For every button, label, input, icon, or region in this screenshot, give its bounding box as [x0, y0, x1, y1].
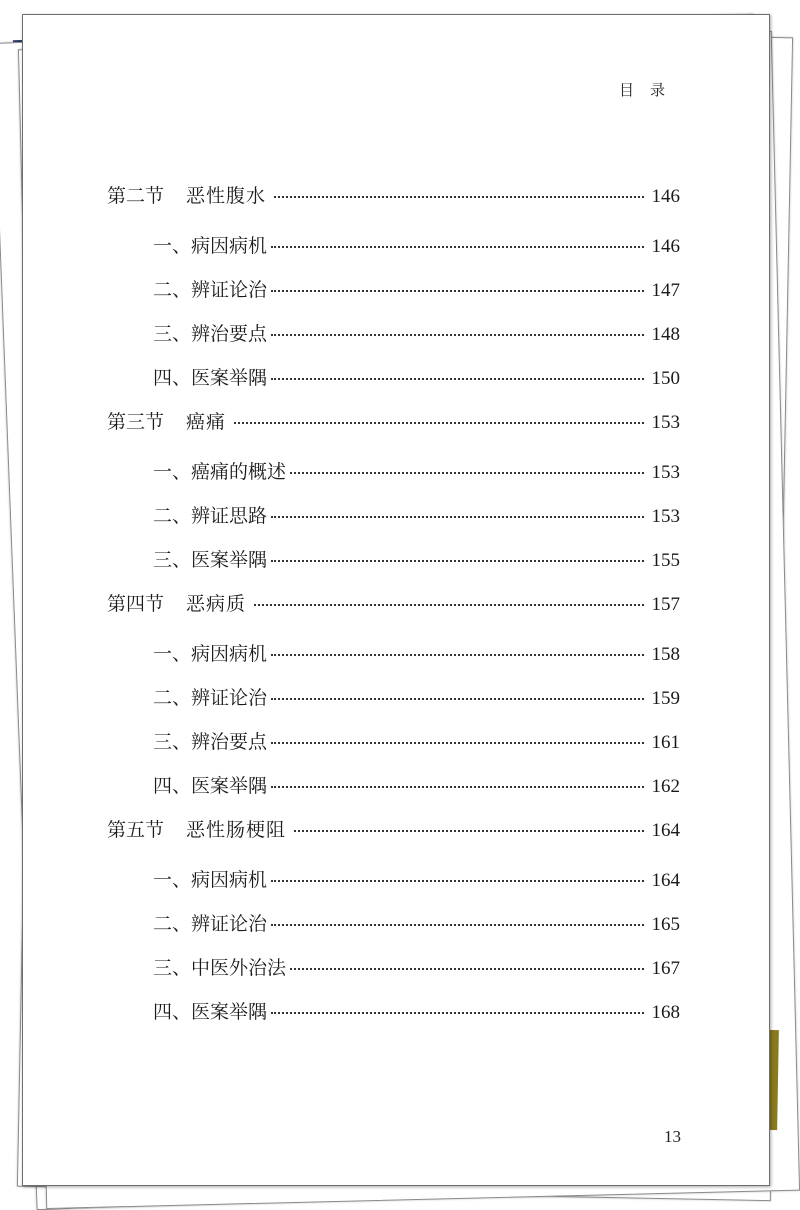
toc-subsection-entry[interactable] [107, 997, 680, 1041]
toc-entry-title: 一、病因病机 [153, 235, 268, 257]
toc-dot-leader [271, 560, 644, 562]
toc-entry-title: 恶性腹水 [186, 185, 267, 207]
toc-dot-leader [290, 472, 644, 474]
toc-subsection-entry[interactable] [107, 953, 680, 997]
toc-section-entry[interactable] [107, 589, 680, 639]
toc-subsection-entry[interactable] [107, 275, 680, 319]
toc-subsection-entry[interactable] [107, 363, 680, 407]
toc-dot-leader [271, 246, 644, 248]
toc-section-number: 第五节 [107, 819, 165, 841]
toc-dot-leader [271, 924, 644, 926]
toc-section-entry[interactable] [107, 815, 680, 865]
toc-subsection-entry[interactable] [107, 909, 680, 953]
table-of-contents [107, 181, 680, 1041]
toc-entry-title: 二、辨证论治 [153, 687, 268, 709]
toc-page-number: 158 [651, 644, 680, 665]
toc-dot-leader [271, 742, 644, 744]
toc-dot-leader [254, 604, 644, 606]
toc-entry-title: 三、辨治要点 [153, 323, 268, 345]
toc-section-number: 第四节 [107, 593, 165, 615]
toc-page-number: 153 [651, 462, 680, 483]
toc-section-entry[interactable] [107, 181, 680, 231]
toc-entry-title: 一、病因病机 [153, 869, 268, 891]
toc-dot-leader [274, 196, 644, 198]
toc-entry-title: 三、医案举隅 [153, 549, 268, 571]
toc-entry-title: 癌痛 [186, 411, 227, 433]
toc-dot-leader [271, 786, 644, 788]
toc-dot-leader [290, 968, 644, 970]
toc-page-number: 148 [651, 324, 680, 345]
toc-subsection-entry[interactable] [107, 865, 680, 909]
running-head: 目录 [618, 81, 681, 99]
toc-page-number: 161 [651, 732, 680, 753]
page-number: 13 [664, 1127, 681, 1146]
toc-page-number: 153 [651, 412, 680, 433]
toc-subsection-entry[interactable] [107, 319, 680, 363]
toc-entry-title: 三、中医外治法 [153, 957, 287, 979]
toc-page-number: 164 [651, 870, 680, 891]
toc-entry-title: 四、医案举隅 [153, 367, 268, 389]
toc-page [22, 14, 770, 1186]
toc-page-number: 146 [651, 236, 680, 257]
toc-entry-title: 三、辨治要点 [153, 731, 268, 753]
toc-page-number: 165 [651, 914, 680, 935]
toc-subsection-entry[interactable] [107, 727, 680, 771]
toc-dot-leader [271, 698, 644, 700]
toc-page-number: 153 [651, 506, 680, 527]
toc-page-number: 164 [651, 820, 680, 841]
toc-dot-leader [271, 880, 644, 882]
toc-page-number: 162 [651, 776, 680, 797]
toc-subsection-entry[interactable] [107, 771, 680, 815]
toc-page-number: 168 [651, 1002, 680, 1023]
toc-page-number: 155 [651, 550, 680, 571]
toc-page-number: 146 [651, 186, 680, 207]
toc-page-number: 159 [651, 688, 680, 709]
toc-page-number: 167 [651, 958, 680, 979]
toc-dot-leader [271, 654, 644, 656]
toc-section-entry[interactable] [107, 407, 680, 457]
toc-entry-title: 一、病因病机 [153, 643, 268, 665]
toc-page-number: 157 [651, 594, 680, 615]
toc-entry-title: 恶性肠梗阻 [186, 819, 287, 841]
toc-page-number: 150 [651, 368, 680, 389]
toc-dot-leader [271, 334, 644, 336]
toc-dot-leader [271, 1012, 644, 1014]
toc-entry-title: 四、医案举隅 [153, 1001, 268, 1023]
toc-entry-title: 一、癌痛的概述 [153, 461, 287, 483]
toc-dot-leader [271, 378, 644, 380]
toc-section-number: 第二节 [107, 185, 165, 207]
toc-dot-leader [271, 290, 644, 292]
toc-subsection-entry[interactable] [107, 457, 680, 501]
toc-subsection-entry[interactable] [107, 545, 680, 589]
toc-entry-title: 四、医案举隅 [153, 775, 268, 797]
toc-entry-title: 二、辨证论治 [153, 913, 268, 935]
toc-dot-leader [271, 516, 644, 518]
toc-subsection-entry[interactable] [107, 501, 680, 545]
toc-entry-title: 恶病质 [186, 593, 247, 615]
toc-dot-leader [234, 422, 644, 424]
toc-subsection-entry[interactable] [107, 683, 680, 727]
toc-section-number: 第三节 [107, 411, 165, 433]
toc-entry-title: 二、辨证论治 [153, 279, 268, 301]
toc-subsection-entry[interactable] [107, 231, 680, 275]
toc-dot-leader [294, 830, 644, 832]
toc-page-number: 147 [651, 280, 680, 301]
toc-entry-title: 二、辨证思路 [153, 505, 268, 527]
toc-subsection-entry[interactable] [107, 639, 680, 683]
